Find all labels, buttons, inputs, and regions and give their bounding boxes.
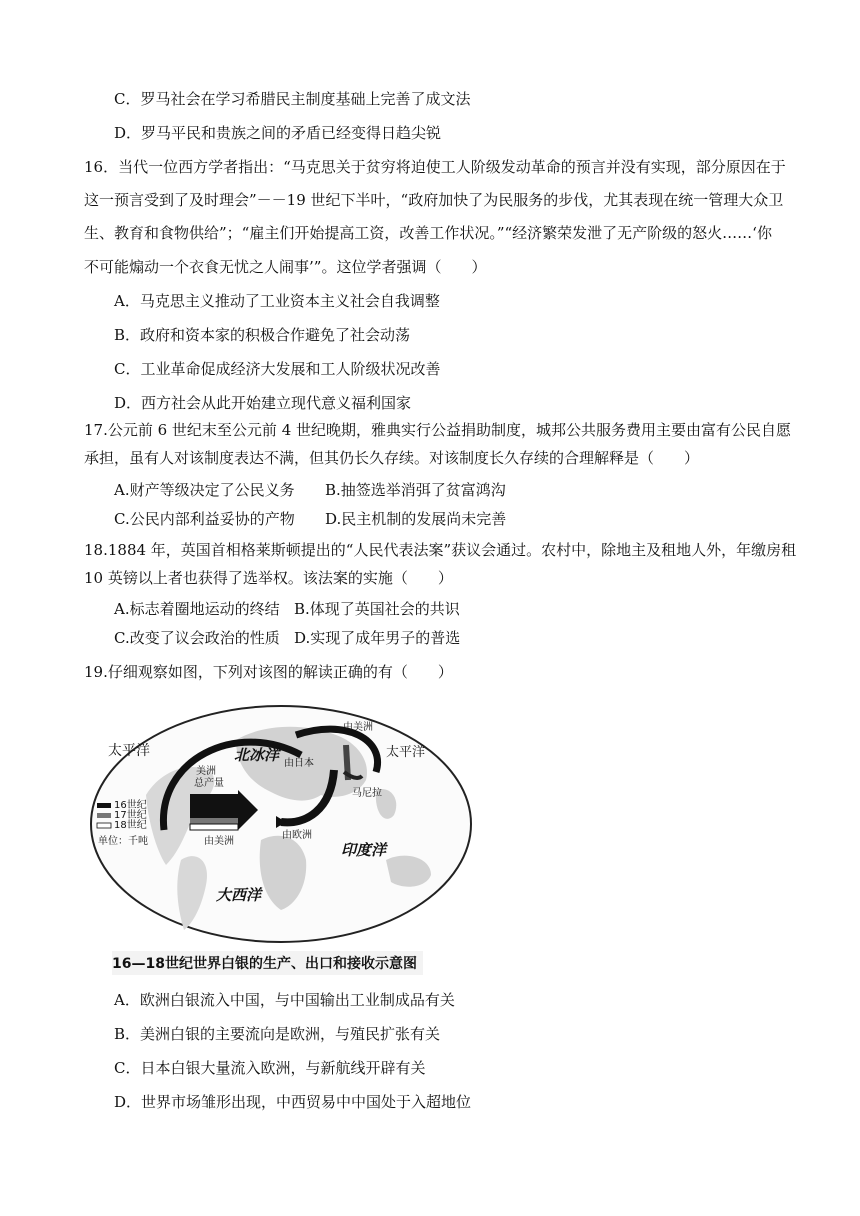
q17-option-b: B.抽签选举消弭了贫富鸿沟 xyxy=(325,481,506,499)
legend-swatch-17th xyxy=(97,813,111,818)
legend-swatch-16th xyxy=(97,803,111,808)
q16-stem-line-1: 16．当代一位西方学者指出：“马克思关于贫穷将迫使工人阶级发动革命的预言并没有实现，部分原因在于 xyxy=(84,158,786,176)
q17-option-d: D.民主机制的发展尚未完善 xyxy=(325,510,507,528)
legend-swatch-18th xyxy=(97,823,111,828)
q16-option-d: D．西方社会从此开始建立现代意义福利国家 xyxy=(114,394,412,412)
silver-flow-map xyxy=(86,700,476,950)
q18-option-a: A.标志着圈地运动的终结 xyxy=(114,600,280,618)
q18-option-d: D.实现了成年男子的普选 xyxy=(294,629,461,647)
q19-option-a: A．欧洲白银流入中国，与中国输出工业制成品有关 xyxy=(114,991,455,1009)
q19-option-b: B．美洲白银的主要流向是欧洲，与殖民扩张有关 xyxy=(114,1025,441,1043)
q18-stem-line-1: 18.1884 年，英国首相格莱斯顿提出的“人民代表法案”获议会通过。农村中，除地主及租地人外，年缴房租 xyxy=(84,541,797,559)
q17-stem-line-1: 17.公元前 6 世纪末至公元前 4 世纪晚期，雅典实行公益捐助制度，城邦公共服务费用主要由富有公民自愿 xyxy=(84,421,792,439)
map-caption: 16—18世纪世界白银的生产、出口和接收示意图 xyxy=(112,951,423,975)
q17-option-c: C.公民内部利益妥协的产物 xyxy=(114,510,295,528)
bar-17th-century xyxy=(190,818,238,824)
legend-unit: 单位：千吨 xyxy=(98,836,148,847)
label-pacific-left: 太平洋 xyxy=(108,743,150,759)
q18-option-b: B.体现了英国社会的共识 xyxy=(294,600,460,618)
label-manila: 马尼拉 xyxy=(352,788,382,799)
silver-flow-map-graphic xyxy=(86,700,476,950)
label-from-america-bottom: 由美洲 xyxy=(204,836,234,847)
q16-option-c: C．工业革命促成经济大发展和工人阶级状况改善 xyxy=(114,360,441,378)
q16-stem-line-4: 不可能煽动一个衣食无忧之人闹事’”。这位学者强调（ ） xyxy=(84,258,487,276)
q16-option-a: A．马克思主义推动了工业资本主义社会自我调整 xyxy=(114,292,440,310)
bar-18th-century xyxy=(190,824,238,830)
q16-stem-line-2: 这一预言受到了及时理会”－－19 世纪下半叶，“政府加快了为民服务的步伐，尤其表现在统一管理大众卫 xyxy=(84,191,784,209)
label-from-japan: 由日本 xyxy=(284,758,314,769)
q18-stem-line-2: 10 英镑以上者也获得了选举权。该法案的实施（ ） xyxy=(84,569,453,587)
legend-16th: 16世纪 xyxy=(114,800,147,811)
label-pacific-right: 太平洋 xyxy=(386,745,426,760)
q19-stem: 19.仔细观察如图，下列对该图的解读正确的有（ ） xyxy=(84,663,453,681)
label-america-output-2: 总产量 xyxy=(194,778,224,789)
q19-option-c: C．日本白银大量流入欧洲，与新航线开辟有关 xyxy=(114,1059,426,1077)
q17-stem-line-2: 承担，虽有人对该制度表达不满，但其仍长久存续。对该制度长久存续的合理解释是（ ） xyxy=(84,449,700,467)
q15-option-c: C．罗马社会在学习希腊民主制度基础上完善了成文法 xyxy=(114,90,471,108)
label-from-america-top: 由美洲 xyxy=(343,722,373,733)
q16-option-b: B．政府和资本家的积极合作避免了社会动荡 xyxy=(114,326,411,344)
legend-18th: 18世纪 xyxy=(114,820,147,831)
q15-option-d: D．罗马平民和贵族之间的矛盾已经变得日趋尖锐 xyxy=(114,124,442,142)
label-indian-ocean: 印度洋 xyxy=(341,841,387,859)
q17-option-a: A.财产等级决定了公民义务 xyxy=(114,481,295,499)
legend-17th: 17世纪 xyxy=(114,810,147,821)
q19-option-d: D．世界市场雏形出现，中西贸易中中国处于入超地位 xyxy=(114,1093,472,1111)
label-america-output-1: 美洲 xyxy=(196,766,216,777)
q18-option-c: C.改变了议会政治的性质 xyxy=(114,629,280,647)
q16-stem-line-3: 生、教育和食物供给”；“雇主们开始提高工资，改善工作状况。”“经济繁荣发泄了无产阶级的怒火……‘你 xyxy=(84,224,772,242)
bar-16th-century xyxy=(190,794,238,818)
label-atlantic: 大西洋 xyxy=(216,886,262,904)
label-from-europe: 由欧洲 xyxy=(282,830,312,841)
label-arctic: 北冰洋 xyxy=(234,746,280,764)
